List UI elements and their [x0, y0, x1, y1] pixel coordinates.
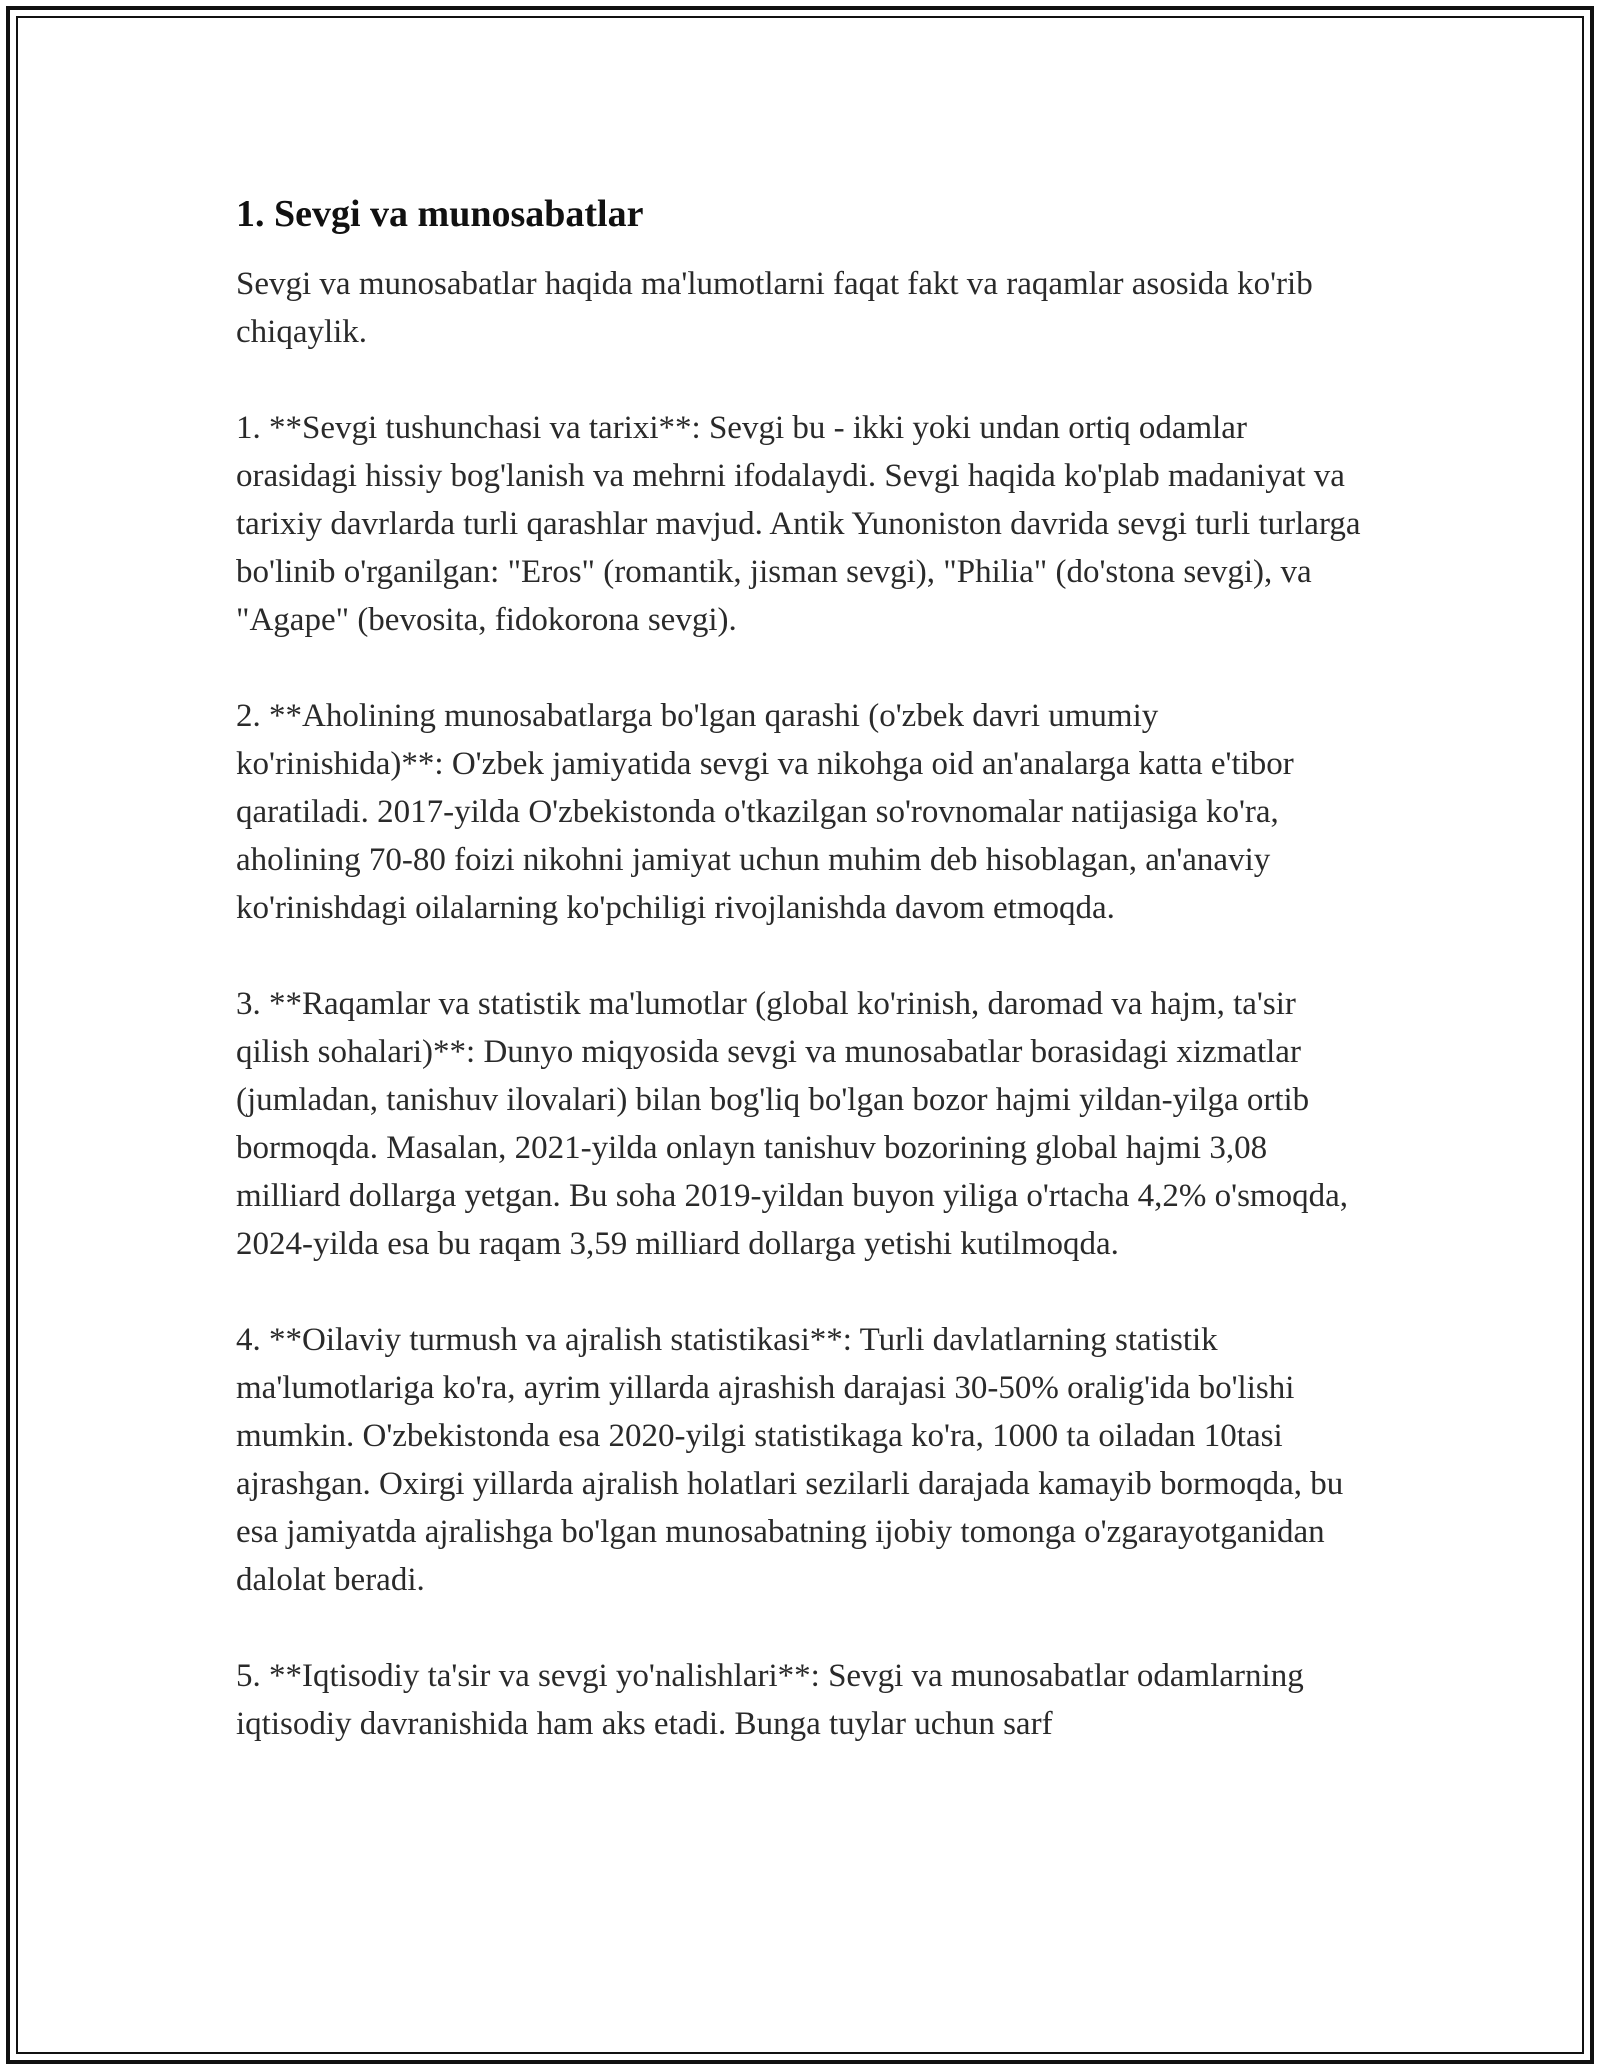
paragraph-3: 3. **Raqamlar va statistik ma'lumotlar (global ko'rinish, daromad va hajm, ta'sir qilish sohalari)**: Dunyo miqyosida sevgi va munosabatlar borasidagi xizmatlar (jumladan, tanishuv ilovalari) bilan bog'liq bo'lgan bozor hajmi yildan-yilga ortib bormoqda. Masalan, 2021-yilda onlayn tanishuv bozorining global hajmi 3,08 milliard dollarga yetgan. Bu soha 2019-yildan buyon yiliga o'rtacha 4,2% o'smoqda, 2024-yilda esa bu raqam 3,59 milliard dollarga yetishi kutilmoqda. [236, 986, 1348, 1262]
paragraph-1: 1. **Sevgi tushunchasi va tarixi**: Sevgi bu - ikki yoki undan ortiq odamlar orasidagi hissiy bog'lanish va mehrni ifodalaydi. Sevgi haqida ko'plab madaniyat va tarixiy davrlarda turli qarashlar mavjud. Antik Yunoniston davrida sevgi turli turlarga bo'linib o'rganilgan: "Eros" (romantik, jisman sevgi), "Philia" (do'stona sevgi), va "Agape" (bevosita, fidokorona sevgi). [236, 410, 1361, 638]
document-title: 1. Sevgi va munosabatlar [236, 193, 644, 235]
document-body [236, 190, 1366, 1796]
paragraph-4: 4. **Oilaviy turmush va ajralish statistikasi**: Turli davlatlarning statistik ma'lumotlariga ko'ra, ayrim yillarda ajrashish darajasi 30-50% oralig'ida bo'lishi mumkin. O'zbekistonda esa 2020-yilgi statistikaga ko'ra, 1000 ta oiladan 10tasi ajrashgan. Oxirgi yillarda ajralish holatlari sezilarli darajada kamayib bormoqda, bu esa jamiyatda ajralishga bo'lgan munosabatning ijobiy tomonga o'zgarayotganidan dalolat beradi. [236, 1322, 1344, 1598]
paragraph-2: 2. **Aholining munosabatlarga bo'lgan qarashi (o'zbek davri umumiy ko'rinishida)**: O'zbek jamiyatida sevgi va nikohga oid an'analarga katta e'tibor qaratiladi. 2017-yilda O'zbekistonda o'tkazilgan so'rovnomalar natijasiga ko'ra, aholining 70-80 foizi nikohni jamiyat uchun muhim deb hisoblagan, an'anaviy ko'rinishdagi oilalarning ko'pchiligi rivojlanishda davom etmoqda. [236, 698, 1294, 926]
paragraph-5: 5. **Iqtisodiy ta'sir va sevgi yo'nalishlari**: Sevgi va munosabatlar odamlarning iqtisodiy davranishida ham aks etadi. Bunga tuylar uchun sarf [236, 1658, 1304, 1742]
intro-paragraph: Sevgi va munosabatlar haqida ma'lumotlarni faqat fakt va raqamlar asosida ko'rib chiqaylik. [236, 266, 1313, 350]
